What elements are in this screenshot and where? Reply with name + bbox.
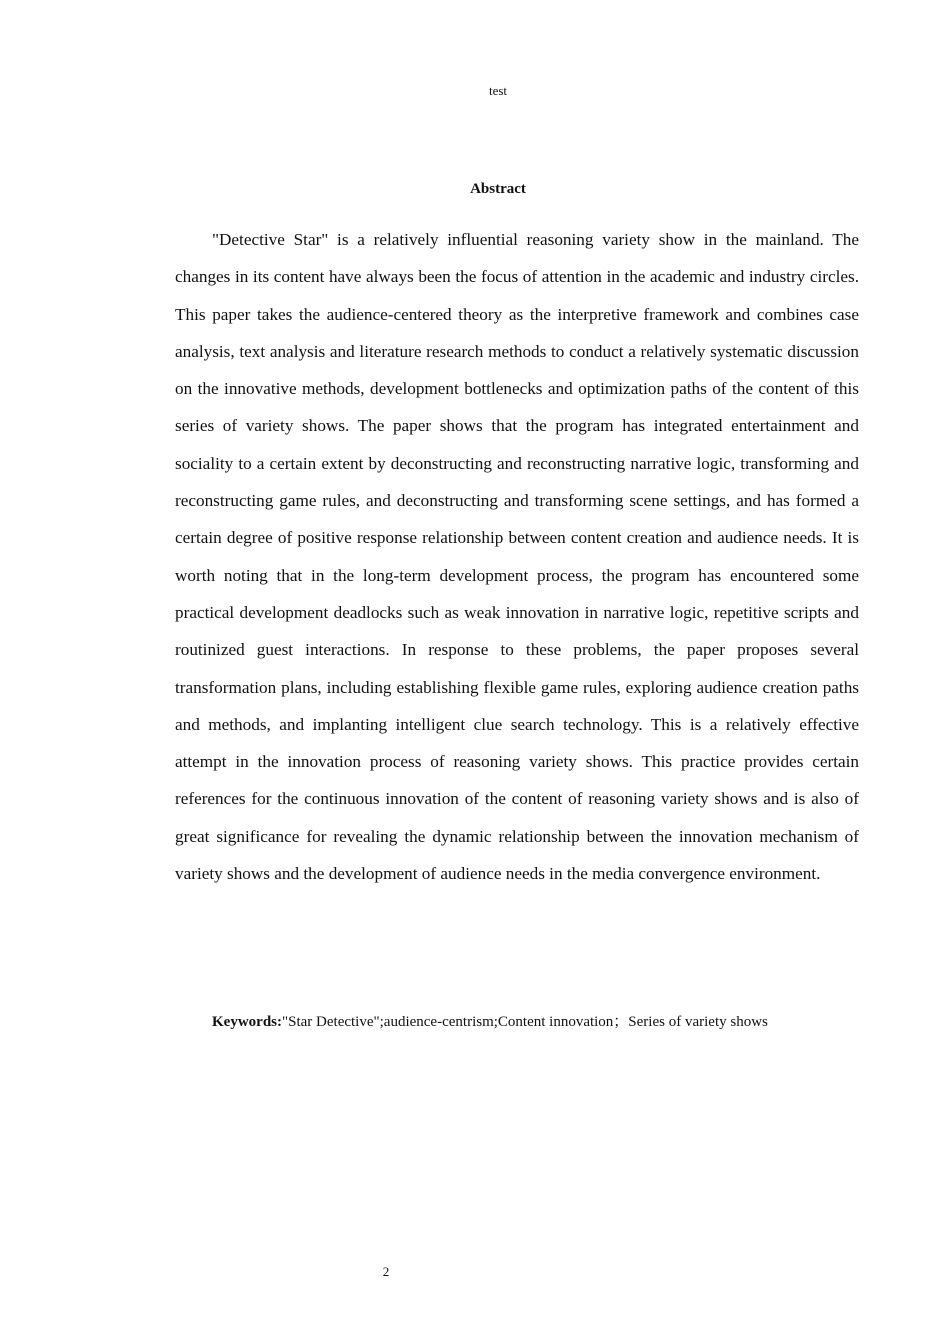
keywords-label: Keywords: [212,1014,282,1030]
keywords-value: "Star Detective";audience-centrism;Content innovation；Series of variety shows [282,1014,768,1030]
page-number: 2 [382,1264,390,1279]
abstract-title: Abstract [470,181,526,197]
running-header: test [488,83,508,98]
keywords-line [212,1012,892,1032]
abstract-body: "Detective Star" is a relatively influential reasoning variety show in the mainland. The changes in its content have always been the focus of attention in the academic and industry circles. This paper takes the audience-centered theory as the interpretive framework and combines case analysis, text analysis and literature research methods to conduct a relatively systematic discussion on the innovative methods, development bottlenecks and optimization paths of the content of this series of variety shows. The paper shows that the program has integrated entertainment and sociality to a certain extent by deconstructing and reconstructing narrative logic, transforming and reconstructing game rules, and deconstructing and transforming scene settings, and has formed a certain degree of positive response relationship between content creation and audience needs. It is worth noting that in the long-term development process, the program has encountered some practical development deadlocks such as weak innovation in narrative logic, repetitive scripts and routinized guest interactions. In response to these problems, the paper proposes several transformation plans, including establishing flexible game rules, exploring audience creation paths and methods, and implanting intelligent clue search technology. This is a relatively effective attempt in the innovation process of reasoning variety shows. This practice provides certain references for the continuous innovation of the content of reasoning variety shows and is also of great significance for revealing the dynamic relationship between the innovation mechanism of variety shows and the development of audience needs in the media convergence environment. [175,230,859,884]
